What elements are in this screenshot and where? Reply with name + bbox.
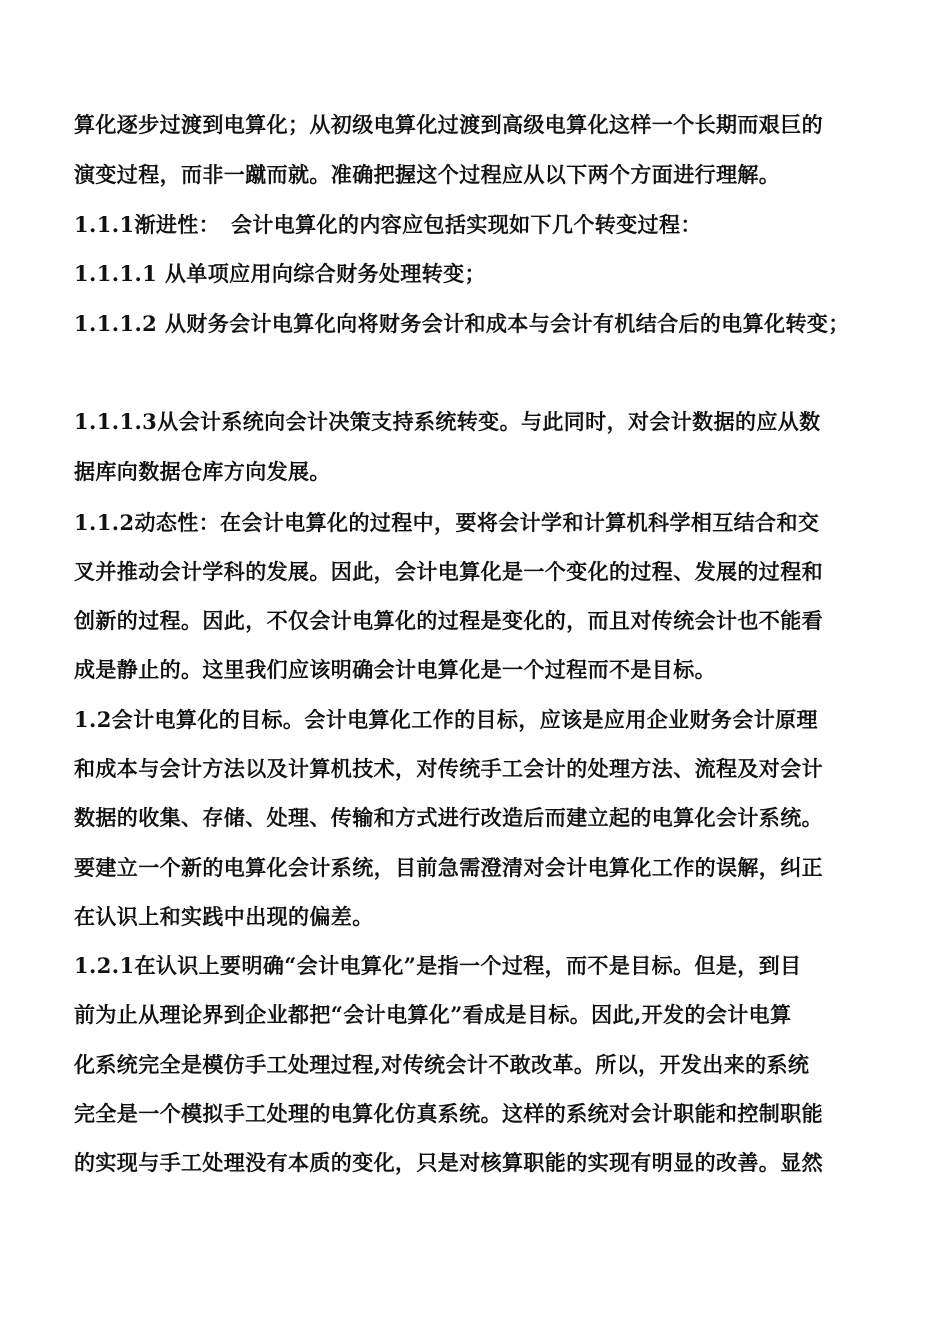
text-line: 1.1.1渐进性： 会计电算化的内容应包括实现如下几个转变过程：	[74, 212, 702, 237]
text-line: 据库向数据仓库方向发展。	[74, 459, 331, 484]
text-line: 1.2.1在认识上要明确“会计电算化”是指一个过程，而不是目标。但是，到目	[74, 953, 802, 978]
text-line: 1.1.2动态性：在会计电算化的过程中，要将会计学和计算机科学相互结合和交	[74, 510, 820, 535]
text-line: 1.1.1.2 从财务会计电算化向将财务会计和成本与会计有机结合后的电算化转变；	[74, 311, 850, 336]
text-line: 要建立一个新的电算化会计系统，目前急需澄清对会计电算化工作的误解，纠正	[74, 855, 823, 880]
text-line: 1.2会计电算化的目标。会计电算化工作的目标，应该是应用企业财务会计原理	[74, 707, 818, 732]
text-line: 算化逐步过渡到电算化；从初级电算化过渡到高级电算化这样一个长期而艰巨的	[74, 112, 823, 137]
text-line: 数据的收集、存储、处理、传输和方式进行改造后而建立起的电算化会计系统。	[74, 805, 823, 830]
text-line: 和成本与会计方法以及计算机技术，对传统手工会计的处理方法、流程及对会计	[74, 756, 823, 781]
text-line: 前为止从理论界到企业都把“会计电算化”看成是目标。因此,开发的会计电算	[74, 1002, 792, 1027]
text-line: 化系统完全是模仿手工处理过程,对传统会计不敢改革。所以，开发出来的系统	[74, 1052, 810, 1077]
text-line: 在认识上和实践中出现的偏差。	[74, 904, 374, 929]
text-line: 演变过程，而非一蹴而就。准确把握这个过程应从以下两个方面进行理解。	[74, 162, 781, 187]
text-line: 成是静止的。这里我们应该明确会计电算化是一个过程而不是目标。	[74, 657, 716, 682]
text-line: 1.1.1.3从会计系统向会计决策支持系统转变。与此同时，对会计数据的应从数	[74, 409, 821, 434]
text-line: 完全是一个模拟手工处理的电算化仿真系统。这样的系统对会计职能和控制职能	[74, 1101, 823, 1126]
text-line: 1.1.1.1 从单项应用向综合财务处理转变；	[74, 261, 486, 286]
text-line: 的实现与手工处理没有本质的变化，只是对核算职能的实现有明显的改善。显然	[74, 1150, 823, 1175]
text-line: 创新的过程。因此，不仅会计电算化的过程是变化的，而且对传统会计也不能看	[74, 608, 823, 633]
text-line: 叉并推动会计学科的发展。因此，会计电算化是一个变化的过程、发展的过程和	[74, 559, 823, 584]
